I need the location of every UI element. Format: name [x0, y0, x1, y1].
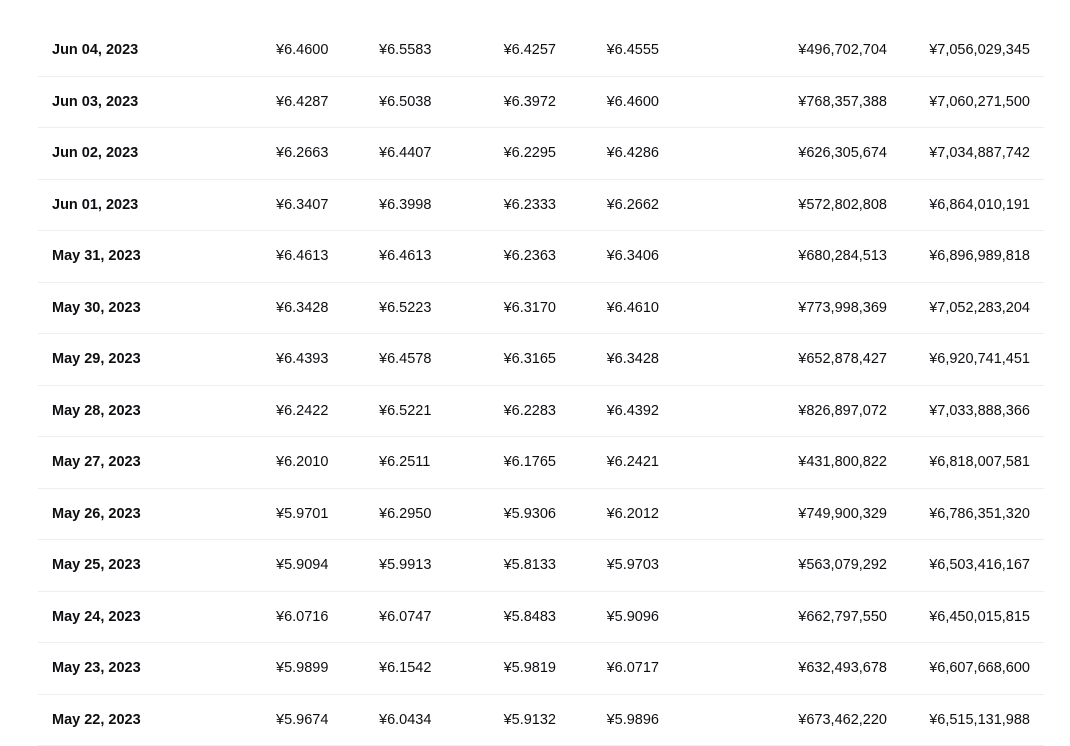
volume-cell: ¥572,802,808: [798, 180, 887, 232]
market-cap-cell: ¥6,896,989,818: [929, 231, 1030, 283]
open-price-cell: ¥5.9094: [276, 540, 328, 592]
open-price-cell: ¥5.9701: [276, 489, 328, 541]
open-price-cell: ¥6.4600: [276, 25, 328, 77]
close-price-cell: ¥6.2662: [607, 180, 659, 232]
open-price-cell: ¥6.0716: [276, 592, 328, 644]
table-row: [38, 386, 1044, 438]
market-cap-cell: ¥6,503,416,167: [929, 540, 1030, 592]
close-price-cell: ¥5.9896: [607, 695, 659, 746]
open-price-cell: ¥6.4613: [276, 231, 328, 283]
market-cap-cell: ¥7,052,283,204: [929, 283, 1030, 335]
low-price-cell: ¥6.2295: [504, 128, 556, 180]
date-cell: Jun 02, 2023: [52, 128, 138, 180]
close-price-cell: ¥6.4600: [607, 77, 659, 129]
market-cap-cell: ¥6,607,668,600: [929, 643, 1030, 695]
volume-cell: ¥662,797,550: [798, 592, 887, 644]
volume-cell: ¥626,305,674: [798, 128, 887, 180]
table-row: [38, 77, 1044, 129]
market-cap-cell: ¥6,864,010,191: [929, 180, 1030, 232]
low-price-cell: ¥5.9819: [504, 643, 556, 695]
open-price-cell: ¥6.2663: [276, 128, 328, 180]
open-price-cell: ¥6.2010: [276, 437, 328, 489]
close-price-cell: ¥5.9096: [607, 592, 659, 644]
price-history-table: [38, 25, 1044, 746]
high-price-cell: ¥5.9913: [379, 540, 431, 592]
date-cell: May 28, 2023: [52, 386, 141, 438]
table-row: [38, 180, 1044, 232]
date-cell: Jun 03, 2023: [52, 77, 138, 129]
volume-cell: ¥673,462,220: [798, 695, 887, 746]
market-cap-cell: ¥6,515,131,988: [929, 695, 1030, 746]
open-price-cell: ¥5.9674: [276, 695, 328, 746]
open-price-cell: ¥6.3428: [276, 283, 328, 335]
table-row: [38, 695, 1044, 746]
high-price-cell: ¥6.5038: [379, 77, 431, 129]
close-price-cell: ¥6.0717: [607, 643, 659, 695]
market-cap-cell: ¥6,786,351,320: [929, 489, 1030, 541]
volume-cell: ¥768,357,388: [798, 77, 887, 129]
close-price-cell: ¥6.4610: [607, 283, 659, 335]
open-price-cell: ¥6.4393: [276, 334, 328, 386]
table-row: [38, 437, 1044, 489]
volume-cell: ¥826,897,072: [798, 386, 887, 438]
high-price-cell: ¥6.5223: [379, 283, 431, 335]
table-row: [38, 592, 1044, 644]
date-cell: Jun 01, 2023: [52, 180, 138, 232]
date-cell: May 23, 2023: [52, 643, 141, 695]
close-price-cell: ¥6.4392: [607, 386, 659, 438]
table-row: [38, 540, 1044, 592]
market-cap-cell: ¥7,060,271,500: [929, 77, 1030, 129]
low-price-cell: ¥6.2363: [504, 231, 556, 283]
high-price-cell: ¥6.2950: [379, 489, 431, 541]
high-price-cell: ¥6.1542: [379, 643, 431, 695]
low-price-cell: ¥5.9132: [504, 695, 556, 746]
market-cap-cell: ¥6,818,007,581: [929, 437, 1030, 489]
open-price-cell: ¥6.4287: [276, 77, 328, 129]
date-cell: May 22, 2023: [52, 695, 141, 746]
close-price-cell: ¥6.3428: [607, 334, 659, 386]
low-price-cell: ¥6.3165: [504, 334, 556, 386]
low-price-cell: ¥6.2333: [504, 180, 556, 232]
market-cap-cell: ¥7,033,888,366: [929, 386, 1030, 438]
date-cell: Jun 04, 2023: [52, 25, 138, 77]
volume-cell: ¥749,900,329: [798, 489, 887, 541]
open-price-cell: ¥6.3407: [276, 180, 328, 232]
close-price-cell: ¥5.9703: [607, 540, 659, 592]
high-price-cell: ¥6.4613: [379, 231, 431, 283]
close-price-cell: ¥6.3406: [607, 231, 659, 283]
volume-cell: ¥431,800,822: [798, 437, 887, 489]
table-row: [38, 231, 1044, 283]
close-price-cell: ¥6.4286: [607, 128, 659, 180]
market-cap-cell: ¥7,056,029,345: [929, 25, 1030, 77]
table-row: [38, 334, 1044, 386]
table-row: [38, 643, 1044, 695]
open-price-cell: ¥5.9899: [276, 643, 328, 695]
high-price-cell: ¥6.0747: [379, 592, 431, 644]
low-price-cell: ¥6.1765: [504, 437, 556, 489]
table-row: [38, 489, 1044, 541]
date-cell: May 27, 2023: [52, 437, 141, 489]
low-price-cell: ¥5.8483: [504, 592, 556, 644]
table-row: [38, 128, 1044, 180]
date-cell: May 29, 2023: [52, 334, 141, 386]
high-price-cell: ¥6.3998: [379, 180, 431, 232]
volume-cell: ¥632,493,678: [798, 643, 887, 695]
low-price-cell: ¥5.9306: [504, 489, 556, 541]
high-price-cell: ¥6.5583: [379, 25, 431, 77]
market-cap-cell: ¥6,450,015,815: [929, 592, 1030, 644]
market-cap-cell: ¥6,920,741,451: [929, 334, 1030, 386]
volume-cell: ¥652,878,427: [798, 334, 887, 386]
date-cell: May 30, 2023: [52, 283, 141, 335]
volume-cell: ¥563,079,292: [798, 540, 887, 592]
low-price-cell: ¥6.4257: [504, 25, 556, 77]
date-cell: May 31, 2023: [52, 231, 141, 283]
close-price-cell: ¥6.2421: [607, 437, 659, 489]
high-price-cell: ¥6.5221: [379, 386, 431, 438]
volume-cell: ¥773,998,369: [798, 283, 887, 335]
market-cap-cell: ¥7,034,887,742: [929, 128, 1030, 180]
high-price-cell: ¥6.2511: [379, 437, 430, 489]
high-price-cell: ¥6.4407: [379, 128, 431, 180]
high-price-cell: ¥6.0434: [379, 695, 431, 746]
date-cell: May 25, 2023: [52, 540, 141, 592]
low-price-cell: ¥6.3972: [504, 77, 556, 129]
table-row: [38, 283, 1044, 335]
volume-cell: ¥496,702,704: [798, 25, 887, 77]
low-price-cell: ¥5.8133: [504, 540, 556, 592]
close-price-cell: ¥6.4555: [607, 25, 659, 77]
table-row: [38, 25, 1044, 77]
date-cell: May 26, 2023: [52, 489, 141, 541]
high-price-cell: ¥6.4578: [379, 334, 431, 386]
close-price-cell: ¥6.2012: [607, 489, 659, 541]
volume-cell: ¥680,284,513: [798, 231, 887, 283]
low-price-cell: ¥6.2283: [504, 386, 556, 438]
low-price-cell: ¥6.3170: [504, 283, 556, 335]
open-price-cell: ¥6.2422: [276, 386, 328, 438]
date-cell: May 24, 2023: [52, 592, 141, 644]
